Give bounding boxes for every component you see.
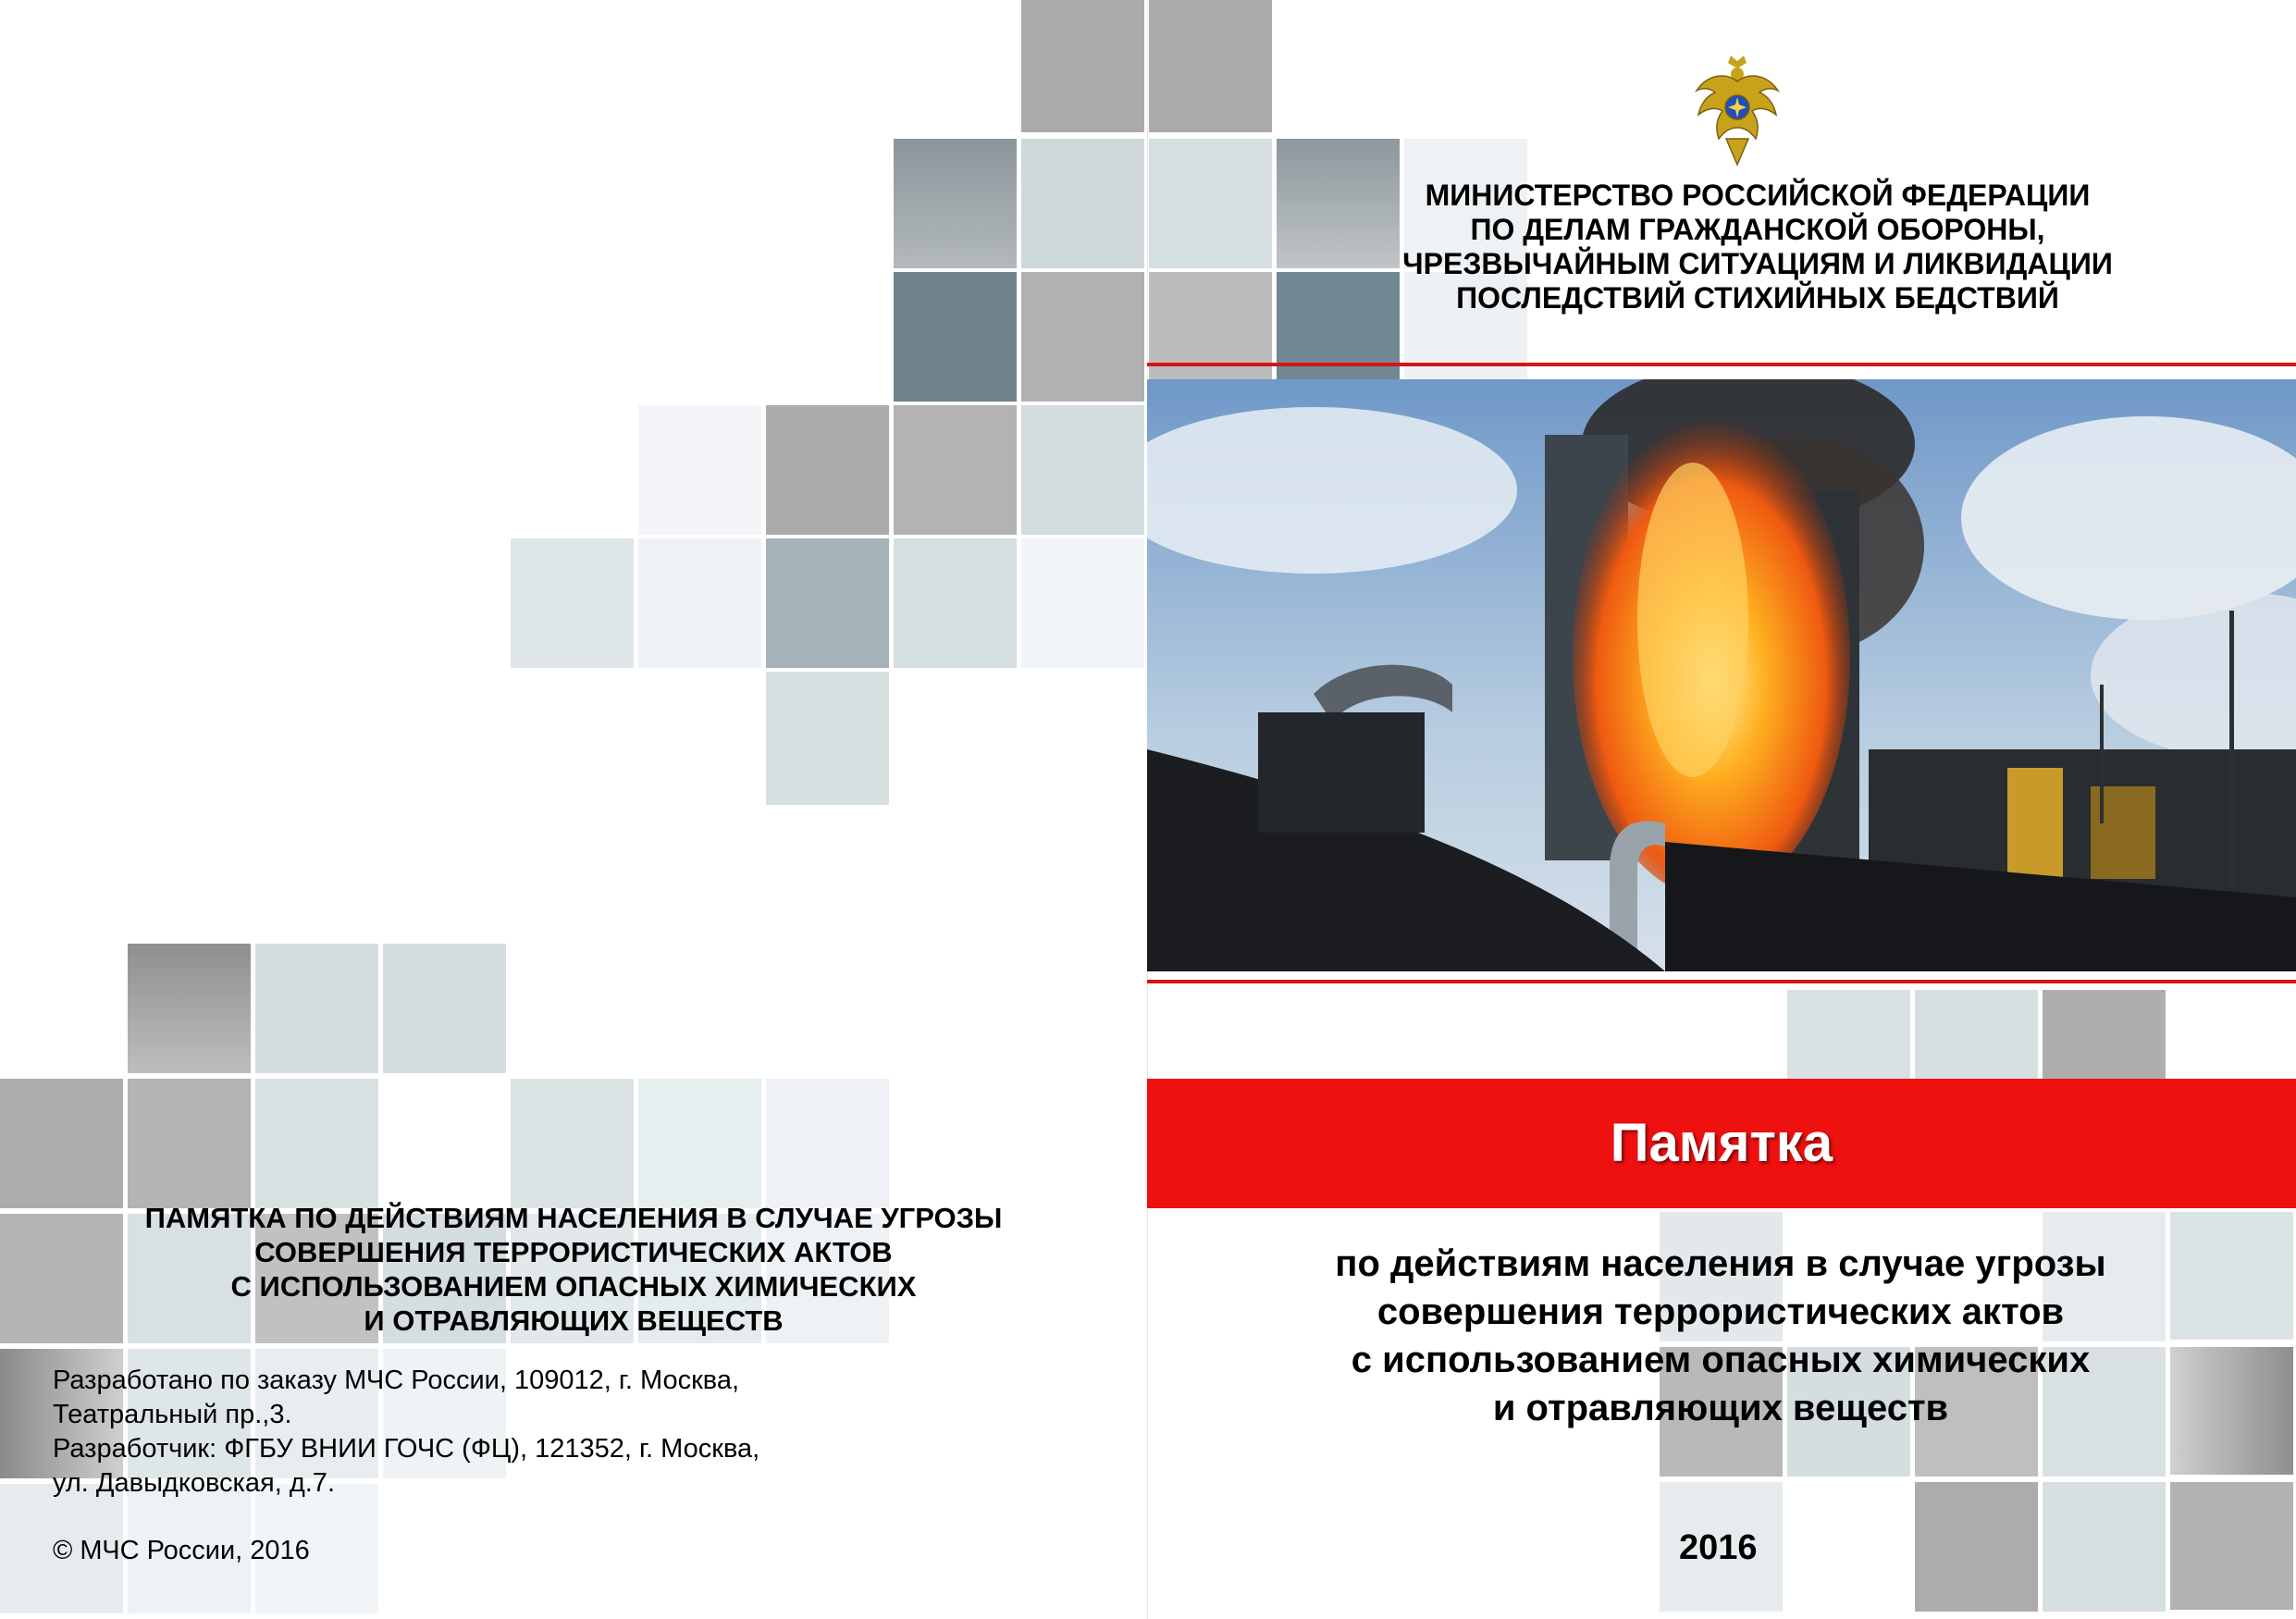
mosaic-tile: [766, 405, 889, 535]
mosaic-tile: [638, 1079, 761, 1208]
mosaic-tile: [0, 1079, 123, 1208]
back-title-line: И ОТРАВЛЯЮЩИХ ВЕЩЕСТВ: [364, 1304, 784, 1337]
subtitle-line: по действиям населения в случае угрозы: [1335, 1243, 2106, 1284]
publication-year: 2016: [1679, 1528, 1758, 1567]
mosaic-tile: [511, 538, 634, 668]
mosaic-tile: [1021, 0, 1144, 132]
mosaic-tile: [1149, 139, 1272, 268]
front-subtitle: [1221, 1240, 2220, 1432]
ministry-line: ПО ДЕЛАМ ГРАЖДАНСКОЙ ОБОРОНЫ,: [1470, 213, 2045, 246]
mosaic-tile: [894, 139, 1017, 268]
mosaic-tile: [766, 672, 889, 805]
mosaic-tile: [1021, 272, 1144, 402]
red-rule-bottom: [1147, 980, 2296, 983]
subtitle-line: и отравляющих веществ: [1492, 1388, 1949, 1428]
mosaic-tile: [2043, 1482, 2166, 1612]
mosaic-tile: [2043, 990, 2166, 1079]
mosaic-tile: [766, 1079, 889, 1208]
ministry-line: МИНИСТЕРСТВО РОССИЙСКОЙ ФЕДЕРАЦИИ: [1425, 179, 2091, 212]
mosaic-tile: [383, 944, 506, 1073]
mosaic-tile: [1149, 0, 1272, 132]
mosaic-tile: [1021, 538, 1144, 668]
back-title-line: СОВЕРШЕНИЯ ТЕРРОРИСТИЧЕСКИХ АКТОВ: [254, 1236, 893, 1268]
back-title-line: С ИСПОЛЬЗОВАНИЕМ ОПАСНЫХ ХИМИЧЕСКИХ: [230, 1270, 917, 1303]
mosaic-tile: [638, 405, 761, 535]
mosaic-tile: [128, 1079, 251, 1208]
copyright: © МЧС России, 2016: [53, 1536, 310, 1565]
mosaic-tile: [1787, 990, 1910, 1079]
subtitle-line: с использованием опасных химических: [1351, 1340, 2091, 1380]
industrial-fire-photo: [1147, 379, 2296, 971]
banner-title: Памятка: [1610, 1113, 1833, 1173]
mosaic-tile: [511, 1079, 634, 1208]
mosaic-tile: [766, 538, 889, 668]
subtitle-line: совершения террористических актов: [1376, 1291, 2065, 1332]
mosaic-tile: [255, 944, 378, 1073]
credits-block: [53, 1364, 759, 1501]
red-rule-top: [1147, 363, 2296, 366]
ministry-line: ПОСЛЕДСТВИЙ СТИХИЙНЫХ БЕДСТВИЙ: [1456, 281, 2059, 315]
credits-line: Разработано по заказу МЧС России, 109012, г. Москва,: [53, 1366, 740, 1395]
ministry-line: ЧРЕЗВЫЧАЙНЫМ СИТУАЦИЯМ И ЛИКВИДАЦИИ: [1402, 247, 2113, 280]
mosaic-tile: [128, 944, 251, 1073]
back-cover-title: [74, 1201, 1073, 1338]
credits-line: ул. Давыдковская, д.7.: [53, 1468, 335, 1498]
mosaic-tile: [1915, 990, 2038, 1079]
back-title-line: ПАМЯТКА ПО ДЕЙСТВИЯМ НАСЕЛЕНИЯ В СЛУЧАЕ УГРОЗЫ: [144, 1202, 1003, 1234]
mosaic-tile: [255, 1079, 378, 1208]
mosaic-tile: [1021, 139, 1144, 268]
mosaic-tile: [1915, 1482, 2038, 1612]
mosaic-tile: [2170, 1482, 2293, 1610]
mosaic-tile: [1021, 405, 1144, 535]
mosaic-tile: [894, 405, 1017, 535]
mosaic-tile: [894, 538, 1017, 668]
mosaic-tile: [894, 272, 1017, 402]
mosaic-tile: [638, 538, 761, 668]
double-headed-eagle-emblem-icon: [1691, 54, 1784, 168]
credits-line: Разработчик: ФГБУ ВНИИ ГОЧС (ФЦ), 121352, г. Москва,: [53, 1434, 760, 1464]
credits-line: Театральный пр.,3.: [53, 1400, 292, 1429]
ministry-name: [1295, 179, 2220, 315]
